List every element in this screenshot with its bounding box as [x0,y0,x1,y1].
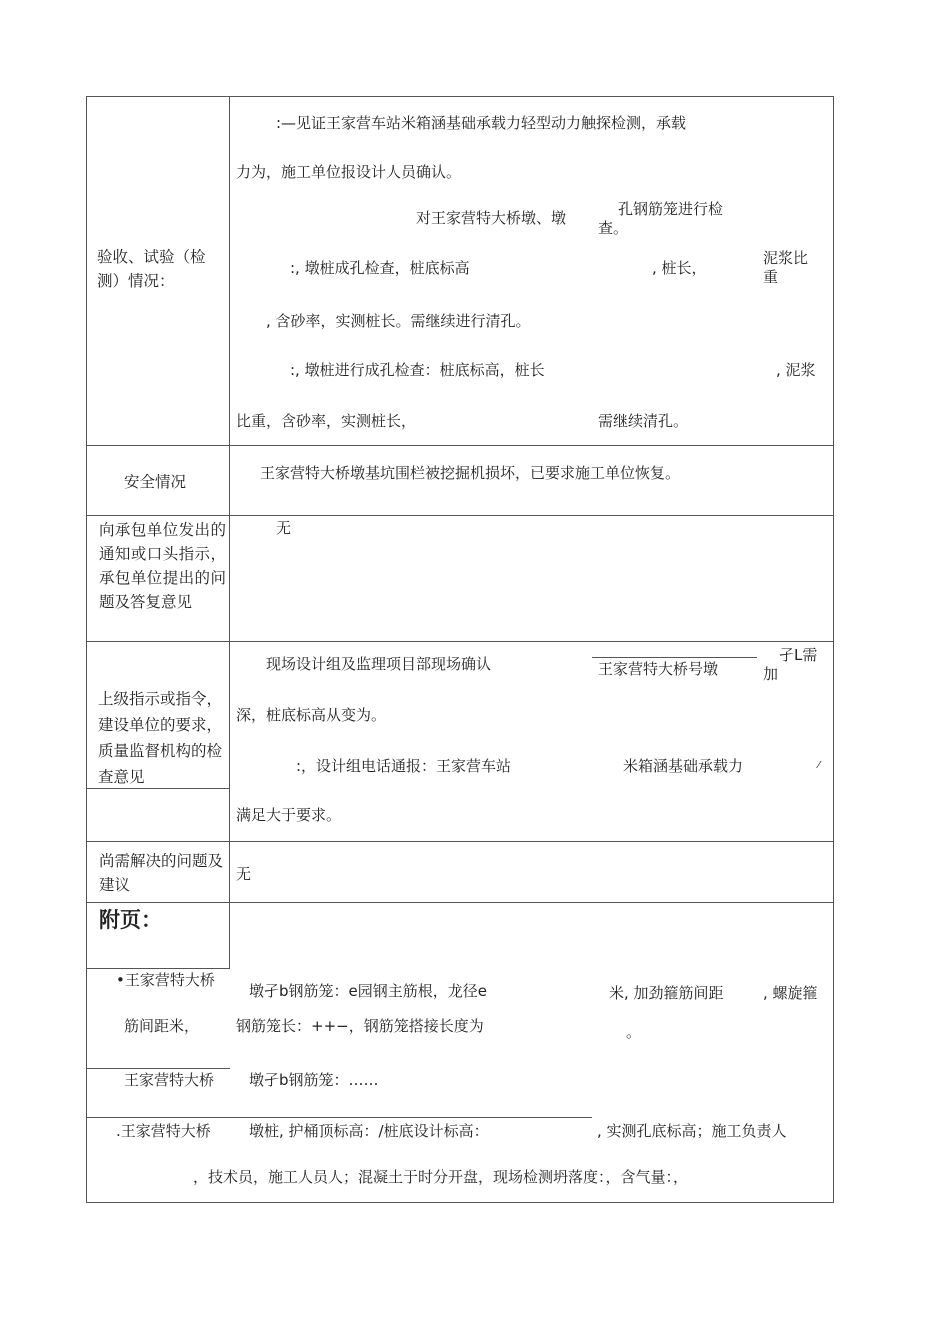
superior-line: 满足大于要求。 [236,806,342,824]
table-right-border [833,96,834,1203]
safety-text: 王家营特大桥墩基坑围栏被挖掘机损坏，已要求施工单位恢复。 [260,464,681,482]
superior-label: 上级指示或指令，建设单位的要求，质量监督机构的检查意见 [98,690,223,786]
pending-label: 尚需解决的问题及建议 [99,852,224,894]
appendix-divider [86,1068,230,1069]
appendix-line: 。 [626,1023,642,1041]
appendix-line: , 实测孔底标高；施工负责人 [597,1122,787,1140]
stray-mark: ⁄ [818,760,820,771]
superior-line: 深，桩底标高从变为。 [236,706,387,724]
notice-label: 向承包单位发出的通知或口头指示，承包单位提出的问题及答复意见 [99,521,226,611]
appendix-line: 米, 加劲箍筋间距 [609,984,724,1002]
row-divider [86,841,834,842]
acceptance-line: , 含砂率，实测桩长。需继续进行清孔。 [266,312,531,330]
appendix-divider [86,1117,592,1118]
superior-line: 加 [763,665,779,683]
table-top-border [86,96,834,97]
superior-line: :，设计组电话通报：王家营车站 [296,757,512,775]
row-divider [86,515,834,516]
appendix-title: 附页： [99,908,162,932]
underline [592,657,757,658]
row-divider [86,902,834,903]
row-divider [86,445,834,446]
column-divider [229,96,230,969]
acceptance-line: 需继续清孔。 [598,412,689,430]
superior-line: 米箱涵基础承载力 [623,757,744,775]
acceptance-line: 孔钢筋笼进行检 [618,200,724,218]
appendix-line: ，技术员，施工人员人；混凝土于时分开盘，现场检测坍落度：，含气量：， [193,1168,689,1186]
acceptance-line: , 泥浆 [776,361,816,379]
appendix-line: 钢筋笼长：++−，钢筋笼搭接长度为 [236,1017,484,1035]
table-left-border [86,96,87,1203]
appendix-line: .王家营特大桥 [116,1122,211,1140]
acceptance-label: 验收、试验（检测）情况： [97,248,206,290]
safety-label: 安全情况 [124,473,187,491]
appendix-line: 墩桩, 护桶顶标高：/桩底设计标高： [249,1122,489,1140]
table-bottom-border [86,1202,834,1203]
appendix-line: 墩孑b钢筋笼：e园钢主筋根，龙径e [249,982,487,1000]
pending-text: 无 [236,865,252,883]
row-divider [86,641,834,642]
appendix-line: 筋间距米， [124,1017,200,1035]
acceptance-line: 对王家营特大桥墩、墩 [416,209,567,227]
acceptance-line: 重 [763,268,779,286]
acceptance-line: 泥浆比 [763,249,809,267]
acceptance-line: 力为，施工单位报设计人员确认。 [236,163,462,181]
acceptance-line: 比重，含砂率，实测桩长， [236,412,417,430]
acceptance-line: 查。 [598,219,629,237]
appendix-line: 墩孑b钢筋笼：…… [249,1071,379,1089]
appendix-divider [86,968,230,969]
superior-line: 孑L需 [779,646,818,664]
notice-text: 无 [276,519,292,537]
superior-line: 王家营特大桥号墩 [598,660,719,678]
appendix-line: •王家营特大桥 [116,971,215,989]
acceptance-line: :—见证王家营车站米箱涵基础承载力轻型动力触探检测，承载 [276,114,687,132]
acceptance-line: :, 墩桩成孔检查，桩底标高 [290,259,470,277]
acceptance-line: , 桩长， [652,259,707,277]
acceptance-line: :, 墩桩进行成孔检查：桩底标高，桩长 [290,361,545,379]
appendix-line: 王家营特大桥 [124,1071,215,1089]
appendix-line: , 螺旋箍 [763,984,818,1002]
superior-line: 现场设计组及监理项目部现场确认 [266,655,492,673]
